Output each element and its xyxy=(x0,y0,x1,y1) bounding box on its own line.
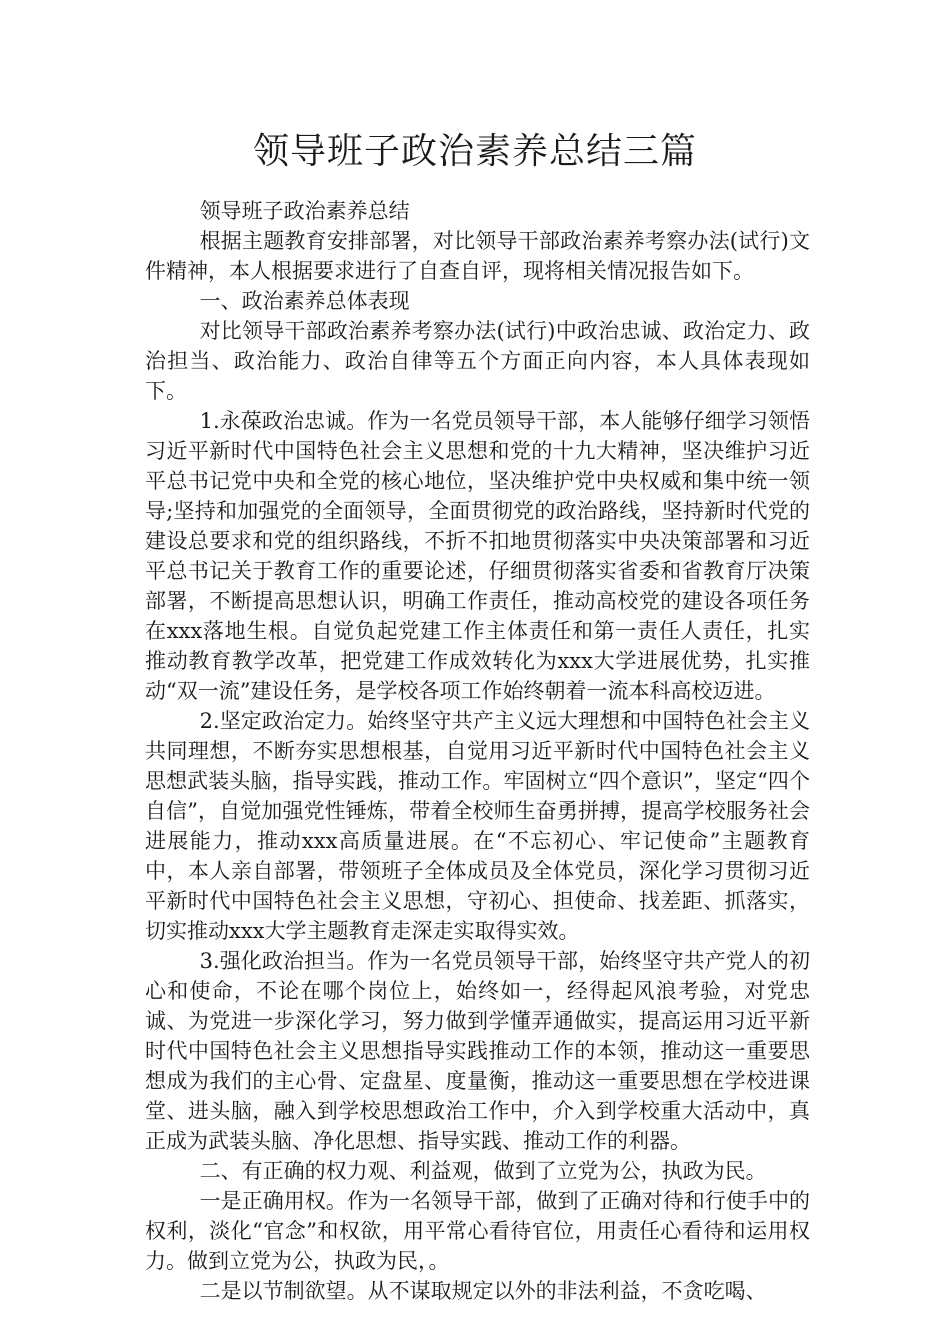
section-heading: 一、政治素养总体表现 xyxy=(199,289,410,313)
paragraph: 对比领导干部政治素养考察办法(试行)中政治忠诚、政治定力、政治担当、政治能力、政治自律等五个方面正向内容，本人具体表现如下。 xyxy=(145,319,810,403)
section-heading: 二、有正确的权力观、利益观，做到了立党为公，执政为民。 xyxy=(199,1159,767,1183)
paragraph: 二是以节制欲望。从不谋取规定以外的非法利益，不贪吃喝、 xyxy=(199,1279,767,1303)
paragraph: 1.永葆政治忠诚。作为一名党员领导干部，本人能够仔细学习领悟习近平新时代中国特色社会主义思想和党的十九大精神，坚决维护习近平总书记党中央和全党的核心地位，坚决维护党中央权威和集中统一领导;坚持和加强党的全面领导，全面贯彻党的政治路线，坚持新时代党的建设总要求和党的组织路线，不折不扣地贯彻落实中央决策部署和习近平总书记关于教育工作的重要论述，仔细贯彻落实省委和省教育厅决策部署，不断提高思想认识，明确工作责任，推动高校党的建设各项任务在xxx落地生根。自觉负起党建工作主体责任和第一责任人责任，扎实推动教育教学改革，把党建工作成效转化为xxx大学进展优势，扎实推动“双一流”建设任务，是学校各项工作始终朝着一流本科高校迈进。 xyxy=(145,409,810,703)
section-heading: 领导班子政治素养总结 xyxy=(199,199,410,223)
paragraph: 3.强化政治担当。作为一名党员领导干部，始终坚守共产党人的初心和使命，不论在哪个岗位上，始终如一，经得起风浪考验，对党忠诚、为党进一步深化学习，努力做到学懂弄通做实，提高运用习近平新时代中国特色社会主义思想指导实践推动工作的本领，推动这一重要思想成为我们的主心骨、定盘星、度量衡，推动这一重要思想在学校进课堂、进头脑，融入到学校思想政治工作中，介入到学校重大活动中，真正成为武装头脑、净化思想、指导实践、推动工作的利器。 xyxy=(145,949,810,1153)
document-body xyxy=(145,196,810,1306)
paragraph: 根据主题教育安排部署，对比领导干部政治素养考察办法(试行)文件精神，本人根据要求进行了自查自评，现将相关情况报告如下。 xyxy=(145,229,810,283)
paragraph: 一是正确用权。作为一名领导干部，做到了正确对待和行使手中的权利，淡化“官念”和权欲，用平常心看待官位，用责任心看待和运用权力。做到立党为公，执政为民，。 xyxy=(145,1189,810,1273)
document-title: 领导班子政治素养总结三篇 xyxy=(252,131,697,172)
paragraph: 2.坚定政治定力。始终坚守共产主义远大理想和中国特色社会主义共同理想，不断夯实思想根基，自觉用习近平新时代中国特色社会主义思想武装头脑，指导实践，推动工作。牢固树立“四个意识”，坚定“四个自信”，自觉加强党性锤炼，带着全校师生奋勇拼搏，提高学校服务社会进展能力，推动xxx高质量进展。在“不忘初心、牢记使命”主题教育中，本人亲自部署，带领班子全体成员及全体党员，深化学习贯彻习近平新时代中国特色社会主义思想，守初心、担使命、找差距、抓落实，切实推动xxx大学主题教育走深走实取得实效。 xyxy=(145,709,810,943)
